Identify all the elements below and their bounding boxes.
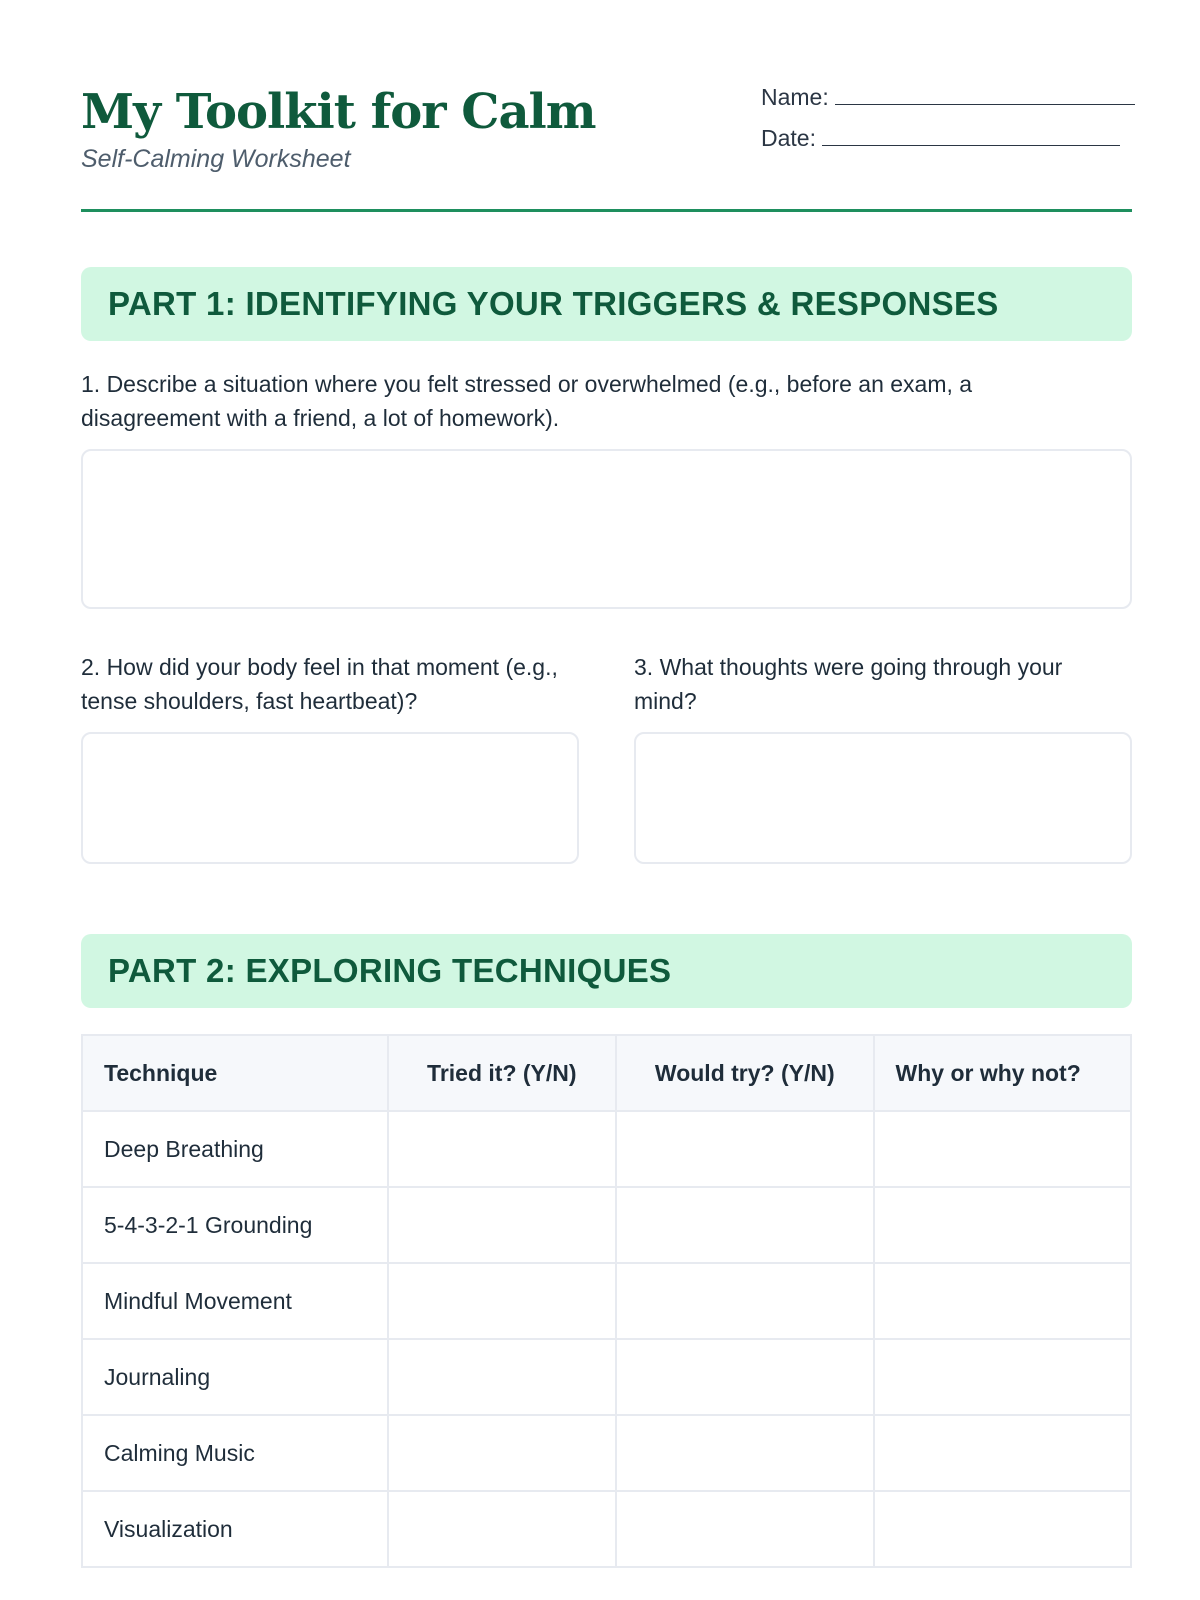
part2-heading: PART 2: EXPLORING TECHNIQUES xyxy=(81,934,1132,1008)
table-row xyxy=(82,1111,1131,1187)
why-cell[interactable] xyxy=(874,1491,1132,1567)
date-blank-line[interactable] xyxy=(822,128,1120,146)
technique-name: Deep Breathing xyxy=(82,1111,388,1187)
would-try-cell[interactable] xyxy=(616,1263,873,1339)
question-2: 2. How did your body feel in that moment (e.g., tense shoulders, fast heartbeat)? xyxy=(81,654,558,714)
table-row xyxy=(82,1491,1131,1567)
would-try-cell[interactable] xyxy=(616,1491,873,1567)
tried-cell[interactable] xyxy=(388,1491,617,1567)
table-row xyxy=(82,1339,1131,1415)
column-header-tried: Tried it? (Y/N) xyxy=(388,1035,617,1111)
why-cell[interactable] xyxy=(874,1415,1132,1491)
table-header-row xyxy=(82,1035,1131,1111)
technique-name: Visualization xyxy=(82,1491,388,1567)
name-blank-line[interactable] xyxy=(835,87,1135,105)
table-row xyxy=(82,1263,1131,1339)
date-label: Date: xyxy=(761,125,816,151)
tried-cell[interactable] xyxy=(388,1187,617,1263)
answer-box-1[interactable] xyxy=(81,449,1132,609)
column-header-would-try: Would try? (Y/N) xyxy=(616,1035,873,1111)
technique-name: Mindful Movement xyxy=(82,1263,388,1339)
would-try-cell[interactable] xyxy=(616,1111,873,1187)
would-try-cell[interactable] xyxy=(616,1415,873,1491)
date-row xyxy=(761,125,1135,166)
column-header-why: Why or why not? xyxy=(874,1035,1132,1111)
worksheet-header xyxy=(81,0,1132,212)
why-cell[interactable] xyxy=(874,1187,1132,1263)
worksheet-page xyxy=(81,0,1132,1542)
part1-heading: PART 1: IDENTIFYING YOUR TRIGGERS & RESPONSES xyxy=(81,267,1132,341)
page-title: My Toolkit for Calm xyxy=(81,84,596,140)
why-cell[interactable] xyxy=(874,1111,1132,1187)
answer-box-2[interactable] xyxy=(81,732,579,864)
technique-name: Calming Music xyxy=(82,1415,388,1491)
why-cell[interactable] xyxy=(874,1263,1132,1339)
would-try-cell[interactable] xyxy=(616,1339,873,1415)
column-header-technique: Technique xyxy=(82,1035,388,1111)
why-cell[interactable] xyxy=(874,1339,1132,1415)
tried-cell[interactable] xyxy=(388,1415,617,1491)
technique-name: 5-4-3-2-1 Grounding xyxy=(82,1187,388,1263)
table-row xyxy=(82,1187,1131,1263)
would-try-cell[interactable] xyxy=(616,1187,873,1263)
table-row xyxy=(82,1415,1131,1491)
tried-cell[interactable] xyxy=(388,1339,617,1415)
page-subtitle: Self-Calming Worksheet xyxy=(81,145,351,173)
tried-cell[interactable] xyxy=(388,1111,617,1187)
answer-box-3[interactable] xyxy=(634,732,1132,864)
question-1: 1. Describe a situation where you felt stressed or overwhelmed (e.g., before an exam, a disagreement with a friend, a lot of homework). xyxy=(81,371,973,431)
tried-cell[interactable] xyxy=(388,1263,617,1339)
techniques-table xyxy=(81,1034,1132,1568)
question-3: 3. What thoughts were going through your mind? xyxy=(634,654,1063,714)
name-row xyxy=(761,84,1135,125)
name-label: Name: xyxy=(761,84,829,110)
name-date-block xyxy=(761,84,1135,166)
technique-name: Journaling xyxy=(82,1339,388,1415)
